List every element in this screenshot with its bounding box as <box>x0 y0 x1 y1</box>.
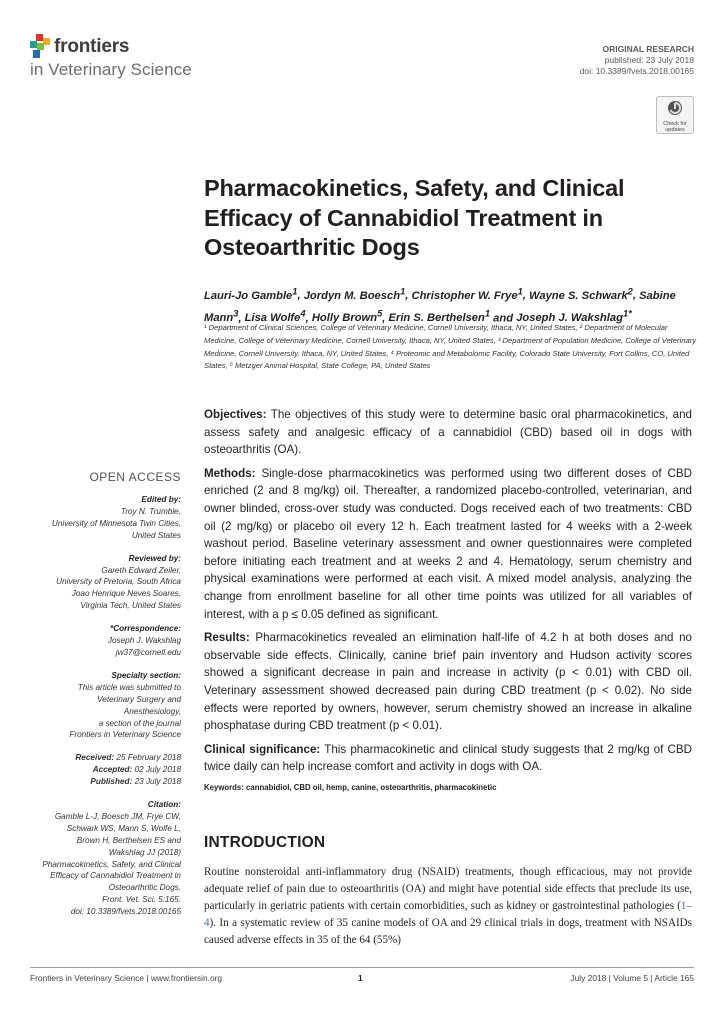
introduction-heading: INTRODUCTION <box>204 834 326 851</box>
editor-line: University of Minnesota Twin Cities, <box>51 518 181 528</box>
abstract-significance: Clinical significance: This pharmacokinetic and clinical study suggests that 2 mg/kg of CBD twice daily can help increase comfort and activity in dogs with OA. <box>204 742 693 774</box>
article-type: ORIGINAL RESEARCH <box>602 44 694 54</box>
author[interactable]: Sabine Mann$^3$ <box>204 289 676 325</box>
footer-volume: July 2018 | Volume 5 | Article 165 <box>570 973 694 983</box>
article-title: Pharmacokinetics, Safety, and Clinical Efficacy of Cannabidiol Treatment in Osteoarthritic Dogs <box>204 175 625 260</box>
abstract <box>204 406 692 799</box>
author[interactable]: Christopher W. Frye$^1$ <box>411 286 523 302</box>
citation-line: doi: 10.3389/fvets.2018.00165 <box>70 907 181 917</box>
affiliations: ¹ Department of Clinical Sciences, College of Veterinary Medicine, Cornell University, Ithaca, NY, United States, ² Department of Molecular Medicine, College of Veterinary Medicine, Cornell University, Ithaca, NY, United States, ³ Department of Population Medicine, College of Veterinary Medicine, Cornell University, Ithaca, NY, United States, ⁴ Proteomic and Metabolomic Facility, Colorado State University, Fort Collins, CO, United States, ⁵ Metzger Animal Hospital, State College, PA, United States <box>204 323 697 371</box>
author[interactable]: Erin S. Berthelsen$^1$ <box>388 308 491 325</box>
reviewer-line: Gareth Edward Zeiler, <box>101 565 181 575</box>
abstract-objectives: Objectives: The objectives of this study were to determine basic oral pharmacokinetics, and assess safety and analgesic efficacy of a cannabidiol (CBD) based oil in dogs with osteoarthritis (OA). <box>204 408 693 457</box>
frontiers-logo-icon <box>30 34 52 60</box>
citation-link[interactable]: 1–4 <box>204 900 692 929</box>
author[interactable]: Wayne S. Schwark$^2$ <box>529 286 633 302</box>
edited-by-heading: Edited by: <box>141 495 181 504</box>
editor-line: Troy N. Trumble, <box>120 506 181 516</box>
correspondence-email[interactable]: jw37@cornell.edu <box>115 647 181 657</box>
publication-date: published: 23 July 2018 <box>604 55 694 65</box>
author[interactable]: Lisa Wolfe$^4$ <box>244 308 306 325</box>
footer-journal[interactable]: Frontiers in Veterinary Science | www.frontiersin.org <box>30 973 223 983</box>
doi[interactable]: doi: 10.3389/fvets.2018.00165 <box>579 66 694 76</box>
citation-line: Front. Vet. Sci. 5:165. <box>102 895 181 905</box>
citation-line: Brown H, Berthelsen ES and <box>76 835 181 845</box>
author[interactable]: Joseph J. Wakshlag$^{1*}$ <box>516 308 632 325</box>
citation-line: Gamble L-J, Boesch JM, Frye CW, <box>54 811 181 821</box>
specialty-heading: Specialty section: <box>111 670 181 680</box>
check-updates-icon <box>667 100 683 116</box>
introduction-paragraph: Routine nonsteroidal anti-inflammatory drug (NSAID) treatments, though efficacious, may not provide adequate relief of pain due to osteoarthritis (OA) and might have potential side effects that preclude its use, particularly in geriatric patients with certain comorbidities, such as kidney or gastrointestinal pathologies (1–4). In a systematic review of 35 canine models of OA and 29 clinical trials in dogs, treatment with NSAIDs caused adverse effects in 35 of the 64 (55%) <box>204 866 692 946</box>
page-number: 1 <box>358 973 363 983</box>
check-updates-label: Check for updates <box>663 121 687 133</box>
citation-heading: Citation: <box>147 800 181 810</box>
author[interactable]: Lauri-Jo Gamble$^1$ <box>204 286 298 302</box>
citation-line: Efficacy of Cannabidiol Treatment in <box>50 871 181 881</box>
open-access-label: OPEN ACCESS <box>89 470 181 484</box>
check-for-updates-button[interactable] <box>656 96 694 134</box>
reviewer-line: Joao Henrique Neves Soares, <box>71 589 181 599</box>
published-date: Published: 23 July 2018 <box>90 777 181 787</box>
accepted-date: Accepted: 02 July 2018 <box>92 765 181 775</box>
reviewer-line: University of Pretoria, South Africa <box>56 577 181 587</box>
article-info-sidebar <box>20 494 181 918</box>
author[interactable]: Jordyn M. Boesch$^1$ <box>303 286 406 302</box>
citation-line: Osteoarthritic Dogs. <box>108 883 181 893</box>
received-date: Received: 25 February 2018 <box>75 753 181 763</box>
reviewed-by-heading: Reviewed by: <box>128 553 181 563</box>
specialty-line: Frontiers in Veterinary Science <box>69 730 181 740</box>
abstract-results: Results: Pharmacokinetics revealed an elimination half-life of 4.2 h at both doses and no observable side effects. Clinically, canine brief pain inventory and Hudson activity scores showed a significant decrease in pain and increase in activity (p < 0.01) with CBD oil. Veterinary assessment showed decreased pain during CBD treatment (p < 0.02). No side effects were reported by owners, however, serum chemistry showed an increase in alkaline phosphatase during CBD treatment (p < 0.01). <box>204 631 692 733</box>
abstract-methods: Methods: Single-dose pharmacokinetics was performed using two different doses of CBD enriched (2 and 8 mg/kg) oil. Thereafter, a randomized placebo-controlled, veterinarian, and owner blinded, cross-over study was conducted. Dogs received each of two treatments: CBD oil (2 mg/kg) or placebo oil every 12 h. Each treatment lasted for 4 weeks with a 2-week washout period. Baseline veterinary assessment and owner questionnaires were completed before initiating each treatment and at weeks 2 and 4. Hematology, serum chemistry and physical examinations were performed at each visit. A mixed model analysis, analyzing the change from enrollment baseline for all other time points was utilized for all variables of interest, with a p ≤ 0.05 defined as significant. <box>204 466 692 621</box>
correspondence-heading: *Correspondence: <box>110 624 181 634</box>
author-list: Lauri-Jo Gamble$^1$, Jordyn M. Boesch$^1$, Christopher W. Frye$^1$, Wayne S. Schwark$^2$, Sabine Mann$^3$, Lisa Wolfe$^4$, Holly Brown$^5$, Erin S. Berthelsen$^1$ and Joseph J. Wakshlag$^{1*}$ <box>204 286 676 325</box>
citation-line: Pharmacokinetics, Safety, and Clinical <box>42 859 181 869</box>
journal-brand: frontiers <box>54 36 130 57</box>
correspondence-name: Joseph J. Wakshlag <box>107 636 181 646</box>
specialty-line: Anesthesiology, <box>123 706 181 716</box>
citation-line: Schwark WS, Mann S, Wolfe L, <box>66 823 181 833</box>
editor-line: United States <box>131 530 181 540</box>
author[interactable]: Holly Brown$^5$ <box>311 308 383 325</box>
reviewer-line: Virginia Tech, United States <box>80 601 181 611</box>
specialty-line: This article was submitted to <box>77 682 181 692</box>
keywords: Keywords: cannabidiol, CBD oil, hemp, canine, osteoarthritis, pharmacokinetic <box>204 782 497 792</box>
citation-line: Wakshlag JJ (2018) <box>108 847 181 857</box>
specialty-line: Veterinary Surgery and <box>97 694 181 704</box>
specialty-line: a section of the journal <box>98 718 181 728</box>
journal-subtitle: in Veterinary Science <box>30 60 192 79</box>
footer-divider <box>30 967 694 968</box>
